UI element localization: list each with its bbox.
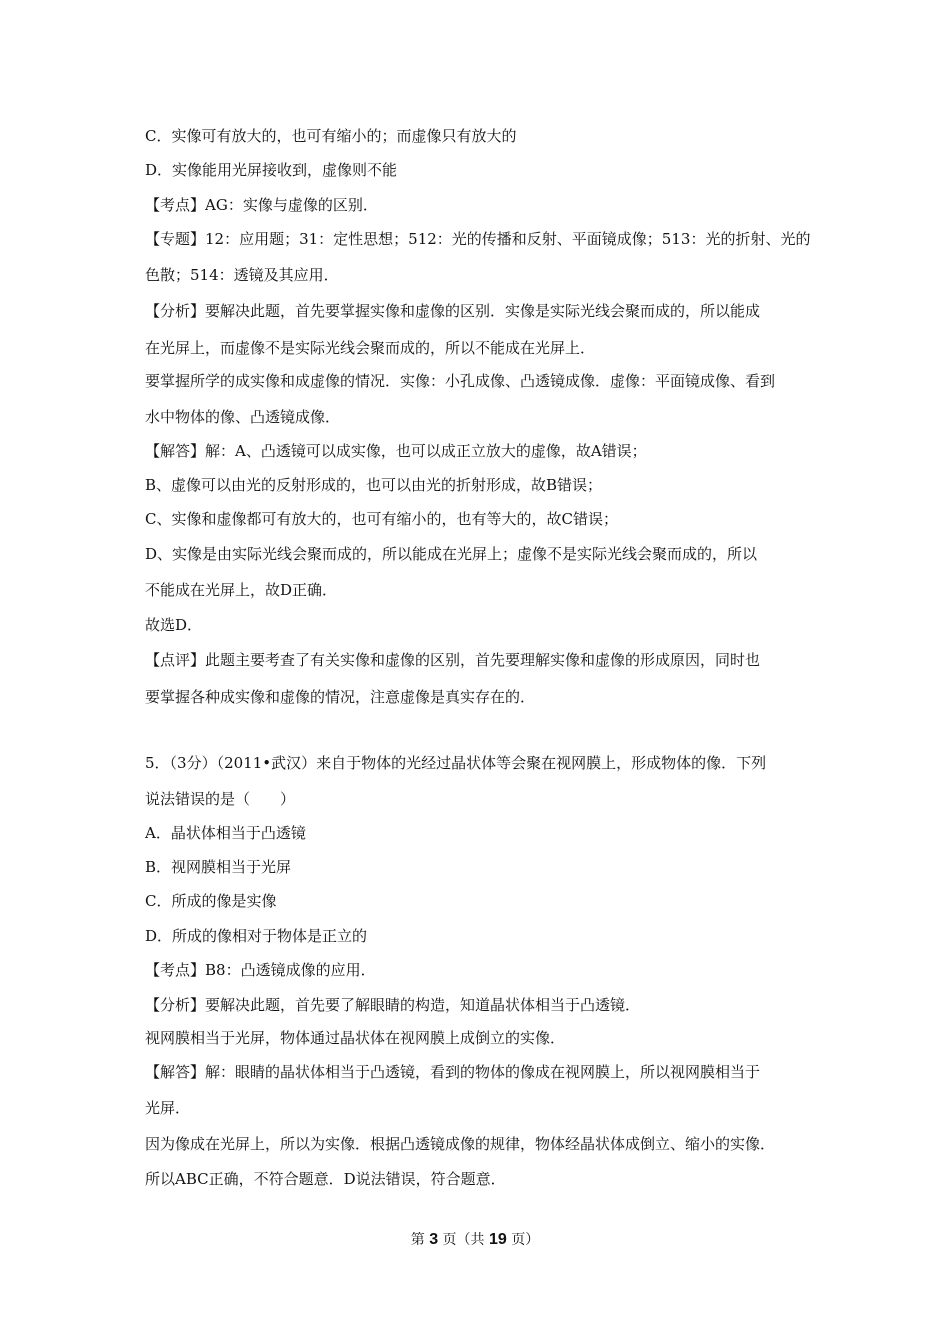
fenxi-line-q5-1: 【分析】要解决此题，首先要了解眼睛的构造，知道晶状体相当于凸透镜． [145,996,641,1014]
jieda-line-q5-3: 因为像成在光屏上，所以为实像．根据凸透镜成像的规律，物体经晶状体成倒立、缩小的实像． [145,1135,776,1153]
jieda-line-q5-1: 【解答】解：眼睛的晶状体相当于凸透镜，看到的物体的像成在视网膜上，所以视网膜相当于 [145,1063,761,1081]
fenxi-line-4: 水中物体的像、凸透镜成像． [145,408,341,426]
answer-line: 故选D． [145,616,203,634]
footer-suffix: 页） [511,1232,540,1248]
question-5-line-2: 说法错误的是（ ） [145,790,296,808]
jieda-line-5: 不能成在光屏上，故D正确． [145,581,338,599]
option-a: A．晶状体相当于凸透镜 [145,824,306,842]
footer-page-number: 3 [429,1231,439,1248]
jieda-line-q5-2: 光屏． [145,1099,191,1117]
footer-total-pages: 19 [489,1231,507,1248]
option-c: C．实像可有放大的，也可有缩小的；而虚像只有放大的 [145,127,517,145]
dianping-line-1: 【点评】此题主要考查了有关实像和虚像的区别，首先要理解实像和虚像的形成原因，同时也 [145,651,761,669]
option-b: B．视网膜相当于光屏 [145,858,292,876]
question-5-line-1: 5．（3分）（2011•武汉）来自于物体的光经过晶状体等会聚在视网膜上，形成物体的像．下列 [145,754,767,772]
page-footer [0,1230,950,1250]
fenxi-line-q5-2: 视网膜相当于光屏，物体通过晶状体在视网膜上成倒立的实像． [145,1029,566,1047]
kaodian-line: 【考点】AG：实像与虚像的区别． [145,196,378,214]
option-d-q5: D．所成的像相对于物体是正立的 [145,927,368,945]
jieda-line-q5-4: 所以ABC正确，不符合题意．D说法错误，符合题意． [145,1170,506,1188]
kaodian-line-q5: 【考点】B8：凸透镜成像的应用． [145,961,376,979]
option-d: D．实像能用光屏接收到，虚像则不能 [145,161,398,179]
fenxi-line-2: 在光屏上，而虚像不是实际光线会聚而成的，所以不能成在光屏上． [145,339,596,357]
dianping-line-2: 要掌握各种成实像和虚像的情况，注意虚像是真实存在的． [145,688,536,706]
zhuanti-line-1: 【专题】12：应用题；31：定性思想；512：光的传播和反射、平面镜成像；513：光的折射、光的 [145,230,811,248]
jieda-line-1: 【解答】解：A、凸透镜可以成实像，也可以成正立放大的虚像，故A错误； [145,442,647,460]
fenxi-line-1: 【分析】要解决此题，首先要掌握实像和虚像的区别．实像是实际光线会聚而成的，所以能成 [145,302,761,320]
fenxi-line-3: 要掌握所学的成实像和成虚像的情况．实像：小孔成像、凸透镜成像．虚像：平面镜成像、看到 [145,372,776,390]
footer-prefix: 第 [410,1232,425,1248]
jieda-line-4: D、实像是由实际光线会聚而成的，所以能成在光屏上；虚像不是实际光线会聚而成的，所以 [145,545,758,563]
option-c-q5: C．所成的像是实像 [145,892,277,910]
footer-mid: 页（共 [442,1232,485,1248]
jieda-line-3: C、实像和虚像都可有放大的，也可有缩小的，也有等大的，故C错误； [145,510,618,528]
zhuanti-line-2: 色散；514：透镜及其应用． [145,266,339,284]
jieda-line-2: B、虚像可以由光的反射形成的，也可以由光的折射形成，故B错误； [145,476,603,494]
